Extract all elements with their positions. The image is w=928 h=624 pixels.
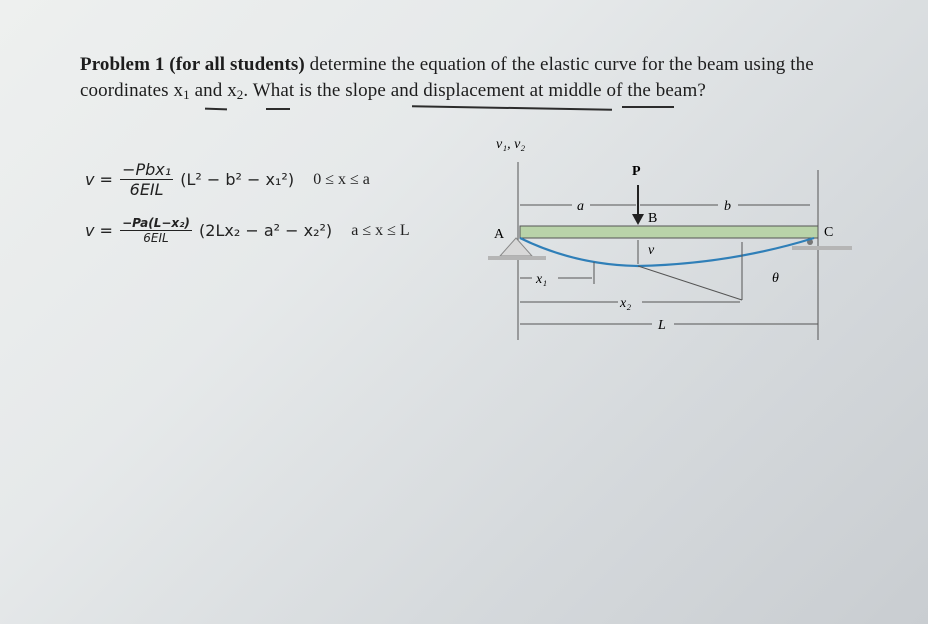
eq1-range: 0 ≤ x ≤ a [313,170,370,188]
beam-diagram [480,130,870,345]
point-c-label: C [824,225,834,240]
x1-symbol: $x_1$ [173,80,190,102]
equation-segment-2 [85,216,410,245]
eq1-numerator: −Pbx₁ [122,160,172,179]
load-label: P [632,164,641,179]
axis-label: v₁, v₂ [496,137,526,152]
problem-text-2: . What is the slope and displacement at middle of the beam? [243,80,706,101]
eq1-lhs: v = [85,170,113,189]
ground-c [792,246,852,250]
dim-b-label: b [724,199,731,214]
tangent-line [638,266,742,300]
beam [520,226,818,238]
x2-symbol: $x_2$ [227,80,244,102]
dim-a-label: a [577,199,584,214]
problem-label: Problem 1 (for all students) [80,54,305,75]
load-arrow-head [632,214,644,225]
equation-segment-1 [85,160,370,199]
length-label: L [658,318,666,333]
underline-x1 [205,108,227,111]
eq2-lhs: v = [85,221,113,240]
problem-statement [80,52,880,108]
underline-x2 [266,108,290,110]
elastic-curve [520,238,814,266]
eq2-fraction [120,216,192,245]
ground-a [488,256,546,260]
x2-label: x₂ [620,296,632,311]
problem-and: and [189,80,228,101]
slope-label: θ [772,271,779,286]
point-a-label: A [494,227,505,242]
underline-middle [622,106,674,108]
x1-label: x₁ [536,272,548,287]
eq2-numerator: −Pa(L−x₂) [122,216,190,230]
eq1-denominator: 6EIL [129,180,164,199]
eq2-denominator: 6EIL [143,231,169,245]
eq2-range: a ≤ x ≤ L [351,221,410,239]
deflection-label: v [648,243,655,258]
problem-text-1: determine the equation of the elastic curve for the beam using the coordinates [80,54,814,101]
point-b-label: B [648,211,658,226]
eq1-body: (L² − b² − x₁²) [180,170,295,189]
eq1-fraction [120,160,173,199]
eq2-body: (2Lx₂ − a² − x₂²) [199,221,333,240]
